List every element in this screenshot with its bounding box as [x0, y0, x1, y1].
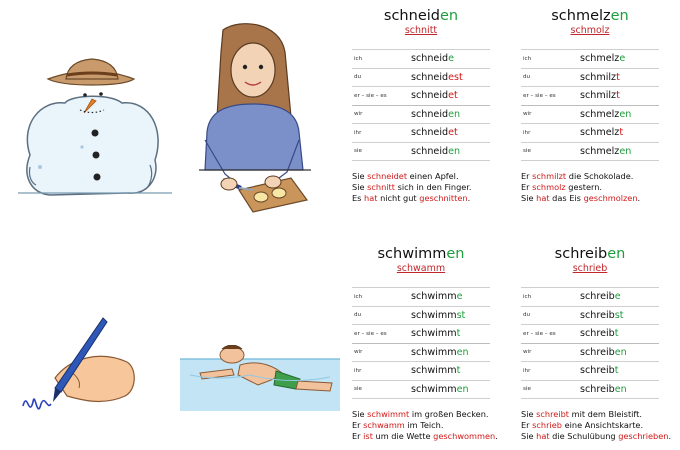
form-stem: schreib	[580, 346, 615, 358]
pronoun: ihr	[354, 129, 362, 136]
sentence-text: Er	[352, 420, 364, 430]
verb-form	[580, 347, 627, 358]
pronoun: ich	[354, 55, 363, 62]
sentence-text: Er	[521, 171, 533, 181]
verb-form	[411, 384, 469, 395]
conjugation-row	[521, 50, 659, 69]
pronoun: wir	[354, 349, 363, 356]
sentence-text: Sie	[352, 171, 368, 181]
verb-form	[411, 109, 460, 120]
sentence-text: gestern.	[565, 182, 603, 192]
highlighted-verb: geschwommen	[433, 431, 496, 441]
example-sentences	[352, 409, 498, 442]
example-sentence	[521, 409, 659, 420]
sentence-text: .	[637, 193, 641, 203]
pronoun: sie	[523, 386, 531, 393]
verb-form	[580, 109, 631, 120]
verb-form	[411, 328, 460, 339]
form-ending: en	[619, 108, 632, 120]
conjugation-table	[352, 287, 490, 399]
form-ending: en	[614, 346, 627, 358]
example-sentence	[521, 420, 659, 431]
example-sentence	[521, 182, 659, 193]
form-ending: t	[614, 328, 619, 340]
sentence-text: Er	[352, 431, 364, 441]
verb-card-schneiden	[352, 8, 490, 204]
pronoun: du	[354, 312, 362, 319]
pronoun: du	[523, 312, 531, 319]
past-tense-form: schrieb	[572, 263, 608, 274]
form-stem: schwimm	[411, 365, 457, 377]
verb-card-schreiben	[521, 246, 672, 442]
pronoun: ich	[523, 293, 532, 300]
sentence-text: eine Ansichtskarte.	[562, 420, 644, 430]
form-stem: schmilz	[580, 71, 617, 83]
form-ending: t	[456, 365, 461, 377]
conjugation-row	[352, 50, 490, 69]
sentence-text: nicht gut	[377, 193, 420, 203]
conjugation-table	[352, 49, 490, 161]
highlighted-verb: geschmolzen	[583, 193, 638, 203]
form-stem: schneid	[411, 71, 449, 83]
sentence-text: Sie	[521, 193, 537, 203]
verb-form	[411, 365, 460, 376]
form-ending: e	[448, 53, 454, 65]
form-stem: schmelz	[580, 108, 620, 120]
verb-form	[580, 72, 620, 83]
verb-stem: schneid	[383, 8, 440, 24]
conjugation-table	[521, 49, 659, 161]
form-ending: e	[614, 291, 621, 303]
highlighted-verb: hat	[364, 193, 378, 203]
form-stem: schmelz	[580, 53, 620, 65]
pronoun: er – sie – es	[354, 92, 387, 99]
conjugation-row	[352, 307, 490, 326]
sentence-text: sich in den Finger.	[394, 182, 472, 192]
conjugation-row	[521, 87, 659, 106]
verb-form	[580, 53, 625, 64]
pronoun: er – sie – es	[523, 330, 556, 337]
form-stem: schreib	[580, 328, 615, 340]
verb-form	[580, 310, 624, 321]
example-sentences	[521, 171, 659, 204]
conjugation-row	[521, 106, 659, 125]
highlighted-verb: schwamm	[363, 420, 405, 430]
form-stem: schmilz	[580, 90, 617, 102]
highlighted-verb: geschrieben	[618, 431, 669, 441]
example-sentence	[521, 171, 659, 182]
verb-infinitive	[352, 8, 490, 24]
form-stem: schneid	[411, 90, 449, 102]
form-stem: schmelz	[580, 127, 620, 139]
sentence-text: Es	[352, 193, 365, 203]
form-stem: schneid	[411, 108, 449, 120]
verb-infinitive	[521, 246, 659, 262]
verb-stem: schreib	[554, 246, 608, 262]
form-ending: en	[614, 383, 627, 395]
conjugation-row	[521, 124, 659, 143]
highlighted-verb: ist	[363, 431, 373, 441]
sentence-text: Er	[521, 182, 533, 192]
verb-form	[580, 384, 627, 395]
past-tense-form: schnitt	[404, 25, 438, 36]
sentence-text: das Eis	[549, 193, 584, 203]
sentence-text: im Teich.	[404, 420, 444, 430]
conjugation-row	[352, 143, 490, 162]
form-ending: t	[614, 365, 619, 377]
sentence-text: .	[495, 431, 498, 441]
form-ending: en	[619, 145, 632, 157]
verb-form	[411, 291, 462, 302]
snowman-illustration	[10, 55, 180, 205]
sentence-text: Er	[521, 420, 533, 430]
verb-ending: en	[610, 8, 629, 24]
conjugation-row	[521, 344, 659, 363]
sentence-text: .	[467, 193, 471, 203]
highlighted-verb: schmolz	[532, 182, 566, 192]
conjugation-row	[521, 143, 659, 162]
pronoun: sie	[523, 148, 531, 155]
verb-form	[411, 127, 458, 138]
pronoun: du	[354, 74, 362, 81]
verb-form	[411, 146, 460, 157]
conjugation-row	[352, 288, 490, 307]
form-stem: schwimm	[411, 328, 457, 340]
verb-form	[411, 347, 469, 358]
form-stem: schneid	[411, 145, 449, 157]
form-stem: schwimm	[411, 309, 457, 321]
form-ending: en	[456, 383, 469, 395]
highlighted-verb: schmilzt	[532, 171, 567, 181]
verb-form	[411, 72, 463, 83]
conjugation-row	[521, 288, 659, 307]
verb-ending: en	[439, 8, 459, 24]
pronoun: ich	[523, 55, 532, 62]
example-sentence	[352, 420, 490, 431]
verb-form	[411, 53, 454, 64]
example-sentence	[352, 409, 490, 420]
form-stem: schwimm	[411, 346, 457, 358]
sentence-text: die Schokolade.	[566, 171, 634, 181]
highlighted-verb: schneidet	[367, 171, 408, 181]
boy-swimming-illustration	[180, 345, 340, 415]
conjugation-row	[521, 307, 659, 326]
highlighted-verb: geschnitten	[419, 193, 468, 203]
sentence-text: mit dem Bleistift.	[569, 409, 642, 419]
highlighted-verb: hat	[536, 431, 550, 441]
verb-infinitive	[352, 246, 490, 262]
example-sentences	[352, 171, 490, 204]
form-ending: st	[614, 309, 624, 321]
example-sentence	[352, 431, 498, 442]
conjugation-table	[521, 287, 659, 399]
verb-stem: schwimm	[377, 246, 447, 262]
form-ending: et	[448, 90, 458, 102]
pronoun: er – sie – es	[523, 92, 556, 99]
sentence-text: Sie	[521, 431, 537, 441]
sentence-text: Sie	[352, 182, 368, 192]
form-stem: schmelz	[580, 145, 620, 157]
verb-infinitive	[521, 8, 659, 24]
girl-cutting-apple-illustration	[195, 22, 315, 217]
past-tense-form: schwamm	[396, 263, 446, 274]
example-sentence	[521, 193, 659, 204]
past-tense-form: schmolz	[570, 25, 610, 36]
sentence-text: um die Wette	[372, 431, 434, 441]
conjugation-row	[521, 381, 659, 400]
form-ending: st	[456, 309, 466, 321]
form-ending: en	[448, 108, 461, 120]
conjugation-row	[352, 124, 490, 143]
example-sentence	[352, 193, 490, 204]
conjugation-row	[352, 344, 490, 363]
form-ending: t	[616, 71, 620, 83]
form-stem: schreib	[580, 365, 615, 377]
pronoun: wir	[523, 349, 532, 356]
verb-form	[580, 328, 619, 339]
form-stem: schneid	[411, 53, 449, 65]
pronoun: sie	[354, 148, 362, 155]
verb-form	[411, 90, 458, 101]
conjugation-row	[352, 381, 490, 400]
conjugation-row	[521, 362, 659, 381]
verb-ending: en	[446, 246, 465, 262]
example-sentence	[352, 171, 490, 182]
verb-form	[580, 365, 619, 376]
verb-ending: en	[607, 246, 626, 262]
sentence-text: einen Apfel.	[407, 171, 459, 181]
conjugation-row	[352, 325, 490, 344]
form-ending: e	[619, 53, 626, 65]
verb-form	[411, 310, 465, 321]
highlighted-verb: schreibt	[536, 409, 569, 419]
pronoun: ich	[354, 293, 363, 300]
hand-writing-illustration	[15, 310, 145, 430]
conjugation-row	[352, 362, 490, 381]
form-ending: en	[456, 346, 469, 358]
verb-form	[580, 127, 623, 138]
form-stem: schreib	[580, 291, 615, 303]
highlighted-verb: schwimmt	[367, 409, 410, 419]
form-ending: t	[619, 127, 624, 139]
form-stem: schwimm	[411, 291, 457, 303]
conjugation-row	[352, 87, 490, 106]
sentence-text: die Schulübung	[549, 431, 619, 441]
sentence-text: .	[668, 431, 672, 441]
verb-form	[580, 90, 620, 101]
form-ending: e	[456, 291, 463, 303]
form-ending: et	[448, 127, 458, 139]
form-ending: est	[448, 71, 463, 83]
verb-form	[580, 291, 621, 302]
example-sentence	[521, 431, 672, 442]
form-stem: schwimm	[411, 383, 457, 395]
highlighted-verb: schnitt	[367, 182, 395, 192]
pronoun: wir	[354, 111, 363, 118]
form-ending: t	[616, 90, 620, 102]
form-ending: en	[448, 145, 461, 157]
form-stem: schneid	[411, 127, 449, 139]
highlighted-verb: schrieb	[532, 420, 562, 430]
sentence-text: Sie	[352, 409, 368, 419]
form-ending: t	[456, 328, 461, 340]
verb-form	[580, 146, 631, 157]
verb-stem: schmelz	[551, 8, 611, 24]
sentence-text: Sie	[521, 409, 537, 419]
highlighted-verb: hat	[536, 193, 550, 203]
pronoun: wir	[523, 111, 532, 118]
pronoun: ihr	[523, 367, 531, 374]
conjugation-row	[521, 69, 659, 88]
pronoun: ihr	[354, 367, 362, 374]
form-stem: schreib	[580, 309, 615, 321]
pronoun: ihr	[523, 129, 531, 136]
conjugation-row	[352, 69, 490, 88]
verb-card-schmelzen	[521, 8, 659, 204]
pronoun: er – sie – es	[354, 330, 387, 337]
verb-card-schwimmen	[352, 246, 498, 442]
pronoun: sie	[354, 386, 362, 393]
sentence-text: im großen Becken.	[409, 409, 489, 419]
example-sentences	[521, 409, 672, 442]
example-sentence	[352, 182, 490, 193]
form-stem: schreib	[580, 383, 615, 395]
pronoun: du	[523, 74, 531, 81]
conjugation-row	[352, 106, 490, 125]
conjugation-row	[521, 325, 659, 344]
